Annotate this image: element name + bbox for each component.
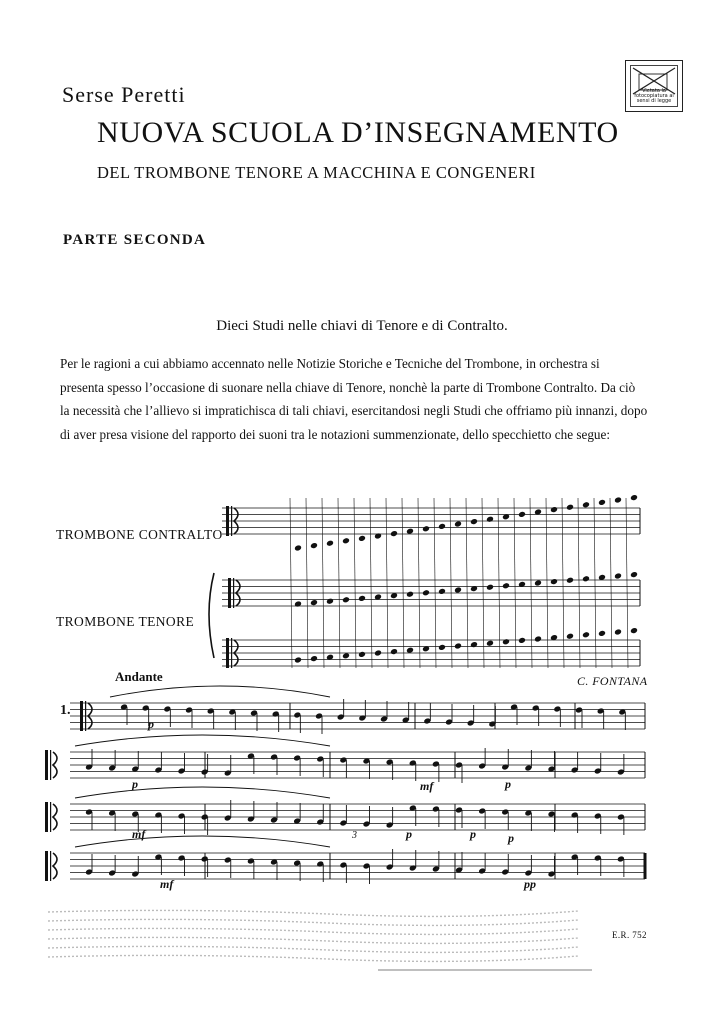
- slur: [75, 787, 330, 798]
- note-head: [454, 587, 462, 594]
- note-head: [358, 535, 366, 542]
- bleed-through: [48, 937, 578, 943]
- note-head: [630, 494, 638, 501]
- column-rule: [562, 498, 564, 668]
- note-head: [566, 577, 574, 584]
- bleed-through: [48, 946, 578, 952]
- clef-mark: [45, 851, 48, 881]
- column-rule: [530, 498, 532, 668]
- note-head: [518, 511, 526, 518]
- note-head: [422, 525, 430, 532]
- column-rule: [482, 498, 484, 668]
- dynamic-mark: mf: [132, 827, 146, 841]
- note-head: [294, 601, 302, 608]
- brace: [209, 573, 214, 658]
- column-rule: [626, 498, 628, 668]
- clef-mark: [45, 750, 48, 780]
- clef-mark: [226, 638, 229, 668]
- dynamic-mark: p: [148, 717, 154, 731]
- note-heads: [45, 494, 638, 881]
- note-head: [614, 497, 622, 504]
- note-head: [534, 580, 542, 587]
- note-head: [582, 575, 590, 582]
- column-rule: [450, 498, 452, 668]
- note-head: [550, 506, 558, 513]
- note-head: [630, 627, 638, 634]
- note-head: [534, 636, 542, 643]
- note-head: [438, 644, 446, 651]
- part-heading: PARTE SECONDA: [63, 232, 207, 248]
- intro-line: la necessità che l’allievo si impratichisca di tali chiavi, esercitandosi negli Studi che offriamo più innanzi, dopo: [60, 403, 648, 418]
- column-rule: [610, 498, 612, 668]
- catalog-number: E.R. 752: [612, 930, 647, 940]
- composer-name: C. FONTANA: [577, 674, 648, 688]
- intro-line: Per le ragioni a cui abbiamo accennato nelle Notizie Storiche e Tecniche del Trombone, in orchestra si: [60, 356, 600, 371]
- note-head: [518, 637, 526, 644]
- clef-mark: [50, 802, 51, 832]
- column-rule: [402, 498, 404, 668]
- note-head: [390, 648, 398, 655]
- note-head: [566, 504, 574, 511]
- note-head: [454, 643, 462, 650]
- note-head: [342, 537, 350, 544]
- clef-mark: [53, 804, 57, 830]
- bleed-through: [48, 919, 578, 925]
- clef-mark: [80, 701, 83, 731]
- dynamic-mark: mf: [420, 779, 434, 793]
- column-rule: [290, 498, 292, 668]
- clef-mark: [231, 506, 232, 536]
- dynamic-mark: p: [470, 827, 476, 841]
- note-head: [486, 640, 494, 647]
- page-subtitle: DEL TROMBONE TENORE A MACCHINA E CONGENERI: [97, 163, 536, 182]
- note-head: [486, 516, 494, 523]
- section-heading: Dieci Studi nelle chiavi di Tenore e di Contralto.: [216, 318, 508, 334]
- clef-mark: [53, 752, 57, 778]
- bleed-through: [48, 910, 578, 916]
- dynamic-mark: mf: [160, 877, 174, 891]
- column-rule: [386, 498, 388, 668]
- note-head: [310, 655, 318, 662]
- staff-lines: [70, 498, 648, 879]
- author-name: Serse Peretti: [62, 82, 186, 107]
- note-head: [598, 630, 606, 637]
- note-head: [406, 591, 414, 598]
- clef-mark: [231, 638, 232, 668]
- clef-mark: [233, 578, 234, 608]
- clef-mark: [228, 578, 231, 608]
- note-head: [438, 523, 446, 530]
- note-head: [326, 598, 334, 605]
- note-head: [486, 584, 494, 591]
- stamp-text: Vietata la fotocopiatura ai sensi di legge: [634, 88, 674, 104]
- dynamic-mark: p: [132, 777, 138, 791]
- page-title: NUOVA SCUOLA D’INSEGNAMENTO: [97, 116, 619, 149]
- note-head: [310, 599, 318, 606]
- clef-mark: [53, 853, 57, 879]
- note-head: [614, 629, 622, 636]
- study-number: 1.: [60, 703, 71, 718]
- bleed-through: [48, 955, 578, 961]
- note-head: [566, 633, 574, 640]
- slur: [75, 735, 330, 746]
- label-trombone-tenore: TROMBONE TENORE: [56, 614, 195, 629]
- note-head: [422, 589, 430, 596]
- note-head: [374, 533, 382, 540]
- slur: [75, 836, 330, 847]
- intro-line: presenta spesso l’occasione di suonare nella chiave di Tenore, nonchè la parte di Trombone Contralto. Da ciò: [60, 379, 636, 395]
- note-head: [390, 530, 398, 537]
- note-head: [550, 578, 558, 585]
- note-head: [454, 521, 462, 528]
- column-rule: [578, 498, 580, 668]
- dynamic-mark: p: [505, 777, 511, 791]
- column-rule: [322, 498, 324, 668]
- clef-mark: [45, 802, 48, 832]
- column-rule: [546, 498, 548, 668]
- note-head: [438, 588, 446, 595]
- note-head: [582, 631, 590, 638]
- note-head: [630, 571, 638, 578]
- note-head: [470, 518, 478, 525]
- clef-mark: [50, 851, 51, 881]
- label-trombone-contralto: TROMBONE CONTRALTO: [56, 527, 223, 542]
- column-rule: [354, 498, 356, 668]
- notation-marks: [48, 508, 625, 970]
- note-head: [614, 573, 622, 580]
- column-rule: [418, 498, 420, 668]
- column-rule: [434, 498, 436, 668]
- note-head: [358, 595, 366, 602]
- note-head: [342, 596, 350, 603]
- column-rule: [498, 498, 500, 668]
- note-head: [294, 545, 302, 552]
- note-head: [358, 651, 366, 658]
- note-head: [502, 638, 510, 645]
- note-head: [326, 540, 334, 547]
- column-rule: [466, 498, 468, 668]
- slur: [110, 686, 330, 697]
- clef-mark: [50, 750, 51, 780]
- bleed-through: [48, 928, 578, 934]
- column-rule: [514, 498, 516, 668]
- dynamic-mark: pp: [524, 877, 536, 891]
- note-head: [374, 650, 382, 657]
- note-head: [598, 499, 606, 506]
- note-head: [310, 542, 318, 549]
- clef-mark: [226, 506, 229, 536]
- column-rule: [370, 498, 372, 668]
- dynamic-mark: p: [508, 831, 514, 845]
- clef-mark: [85, 701, 86, 731]
- intro-line: di aver presa visione del rapporto dei suoni tra le notazioni summenzionate, dello specchietto che segue:: [60, 426, 611, 442]
- note-head: [294, 657, 302, 664]
- column-rule: [338, 498, 340, 668]
- note-head: [582, 501, 590, 508]
- note-head: [502, 582, 510, 589]
- column-rule: [594, 498, 596, 668]
- dynamic-mark: p: [406, 827, 412, 841]
- column-rule: [306, 498, 308, 668]
- tempo-marking: Andante: [115, 669, 163, 684]
- tuplet-mark: 3: [352, 830, 357, 841]
- note-head: [470, 641, 478, 648]
